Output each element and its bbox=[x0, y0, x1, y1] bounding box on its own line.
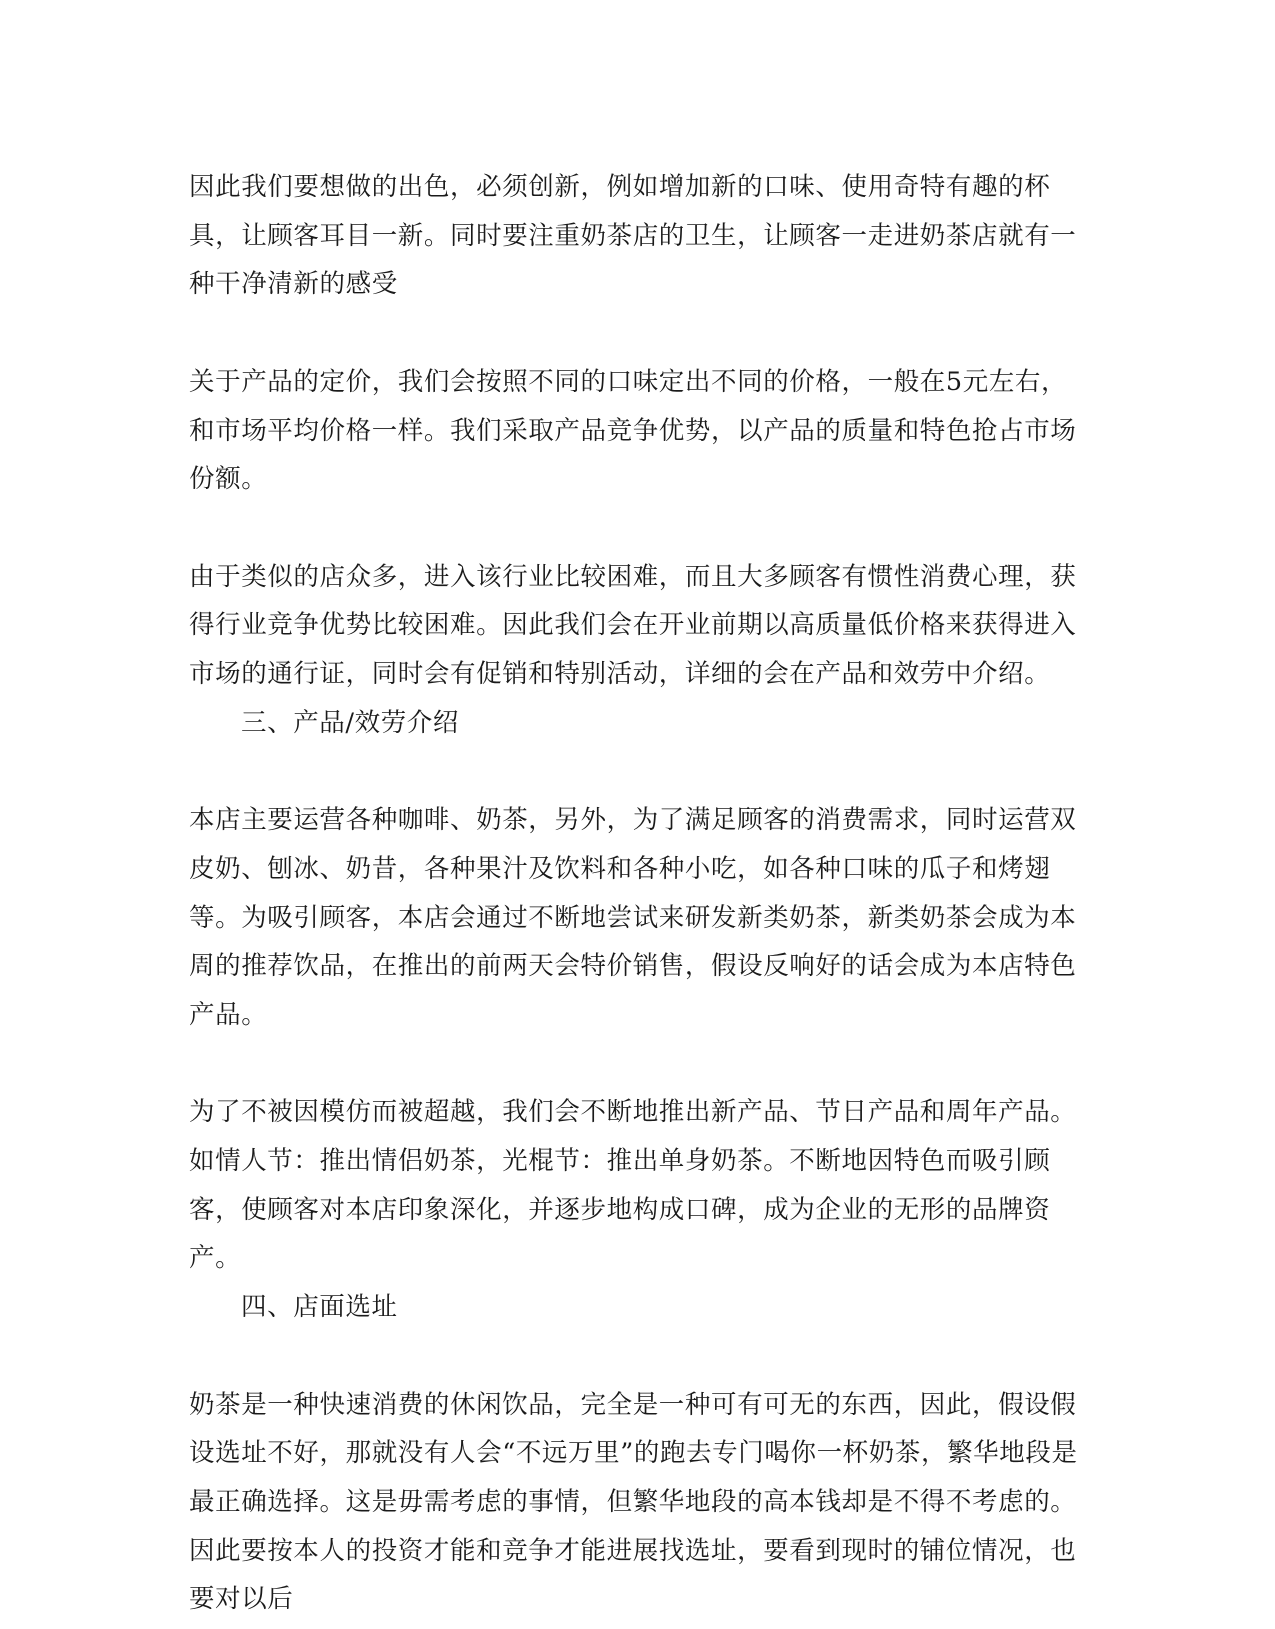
paragraph-new-products: 为了不被因模仿而被超越，我们会不断地推出新产品、节日产品和周年产品。如情人节：推出情侣奶茶，光棍节：推出单身奶茶。不断地因特色而吸引顾客，使顾客对本店印象深化，并逐步地构成口碑，成为企业的无形的品牌资产。 bbox=[189, 1097, 1077, 1274]
paragraph-products: 本店主要运营各种咖啡、奶茶，另外，为了满足顾客的消费需求，同时运营双皮奶、刨冰、奶昔，各种果汁及饮料和各种小吃，如各种口味的瓜子和烤翅等。为吸引顾客，本店会通过不断地尝试来研发新类奶茶，新类奶茶会成为本周的推荐饮品，在推出的前两天会特价销售，假设反响好的话会成为本店特色产品。 bbox=[189, 805, 1077, 1030]
document-body bbox=[189, 163, 1079, 1624]
paragraph-innovation: 因此我们要想做的出色，必须创新，例如增加新的口味、使用奇特有趣的杯具，让顾客耳目一新。同时要注重奶茶店的卫生，让顾客一走进奶茶店就有一种干净清新的感受 bbox=[189, 172, 1077, 300]
paragraph-pricing: 关于产品的定价，我们会按照不同的口味定出不同的价格，一般在5元左右，和市场平均价格一样。我们采取产品竞争优势，以产品的质量和特色抢占市场份额。 bbox=[189, 366, 1077, 495]
section-heading-location: 四、店面选址 bbox=[241, 1292, 398, 1323]
paragraph-location: 奶茶是一种快速消费的休闲饮品，完全是一种可有可无的东西，因此，假设假设选址不好，那就没有人会“不远万里”的跑去专门喝你一杯奶茶，繁华地段是最正确选择。这是毋需考虑的事情，但繁华地段的高本钱却是不得不考虑的。因此要按本人的投资才能和竞争才能进展找选址，要看到现时的铺位情况，也要对以后 bbox=[189, 1389, 1078, 1615]
paragraph-competition: 由于类似的店众多，进入该行业比较困难，而且大多顾客有惯性消费心理，获得行业竞争优势比较困难。因此我们会在开业前期以高质量低价格来获得进入市场的通行证，同时会有促销和特别活动，详细的会在产品和效劳中介绍。 bbox=[189, 561, 1077, 689]
section-heading-products: 三、产品/效劳介绍 bbox=[241, 707, 459, 738]
